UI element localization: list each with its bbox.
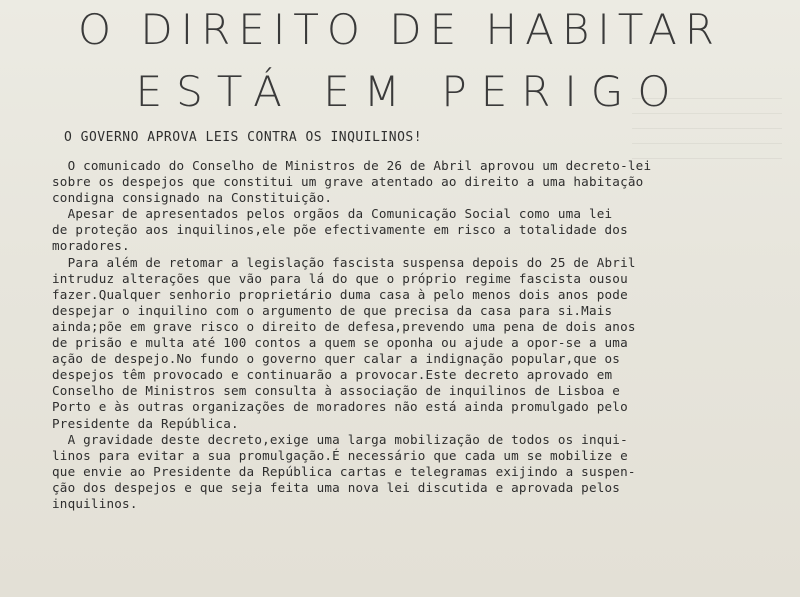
text-line: linos para evitar a sua promulgação.É necessário que cada um se mobilize e — [52, 447, 628, 463]
text-line: Presidente da República. — [52, 415, 239, 431]
text-line: sobre os despejos que constitui um grave atentado ao direito a uma habitação — [52, 174, 644, 190]
text-line: intruduz alterações que vão para lá do que o próprio regime fascista ousou — [52, 270, 628, 286]
text-line: inquilinos. — [52, 495, 138, 511]
text-line: Porto e às outras organizações de moradores não está ainda promulgado pelo — [52, 399, 628, 415]
text-line: ção dos despejos e que seja feita uma nova lei discutida e aprovada pelos — [52, 479, 621, 495]
text-line: Apesar de apresentados pelos orgãos da Comunicação Social como uma lei — [52, 206, 613, 222]
text-line: condigna consignado na Constituição. — [52, 190, 333, 206]
headline-line-2: ESTÁ EM PERIGO — [135, 67, 685, 116]
text-line: ainda;põe em grave risco o direito de defesa,prevendo uma pena de dois anos — [52, 318, 636, 334]
text-line: de proteção aos inquilinos,ele põe efectivamente em risco a totalidade dos — [52, 222, 628, 238]
text-line: despejos têm provocado e continuarão a provocar.Este decreto aprovado em — [52, 367, 613, 383]
text-line: Conselho de Ministros sem consulta à associação de inquilinos de Lisboa e — [52, 383, 621, 399]
subtitle: O GOVERNO APROVA LEIS CONTRA OS INQUILINOS! — [64, 130, 423, 145]
text-line: O comunicado do Conselho de Ministros de 26 de Abril aprovou um decreto-lei — [52, 158, 652, 173]
body-text — [52, 158, 772, 512]
text-line: fazer.Qualquer senhorio proprietário duma casa à pelo menos dois anos pode — [52, 286, 628, 302]
text-line: moradores. — [52, 238, 130, 254]
text-line: A gravidade deste decreto,exige uma larga mobilização de todos os inqui- — [52, 431, 628, 447]
text-line: ação de despejo.No fundo o governo quer calar a indignação popular,que os — [52, 351, 621, 367]
text-line: que envie ao Presidente da República cartas e telegramas exijindo a suspen- — [52, 463, 636, 479]
text-line: Para além de retomar a legislação fascista suspensa depois do 25 de Abril — [52, 254, 636, 270]
text-line: despejar o inquilino com o argumento de que precisa da casa para si.Mais — [52, 302, 613, 318]
headline-line-1: O DIREITO DE HABITAR — [77, 5, 723, 54]
text-line: de prisão e multa até 100 contos a quem se oponha ou ajude a opor-se a uma — [52, 335, 628, 351]
